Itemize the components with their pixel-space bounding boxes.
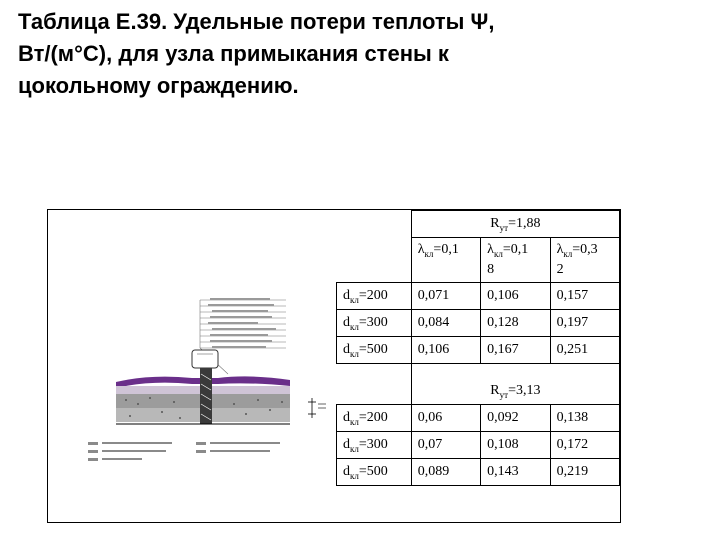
d-label: $d_{кл}=500$ [337, 337, 412, 364]
r-header-row-1 [337, 211, 620, 238]
wall-junction-drawing [50, 214, 332, 520]
value-cell: 0,084 [411, 310, 480, 337]
value-cell: 0,07 [411, 432, 480, 459]
d-label: $d_{кл}=200$ [337, 283, 412, 310]
lambda-col-3: $\lambda_{кл}=0,3$ 2 [550, 238, 619, 283]
value-cell: 0,106 [481, 283, 550, 310]
table-row [337, 283, 620, 310]
table-row [337, 459, 620, 486]
page-title [18, 6, 708, 102]
value-cell: 0,251 [550, 337, 619, 364]
lambda-header-row [337, 238, 620, 283]
table-row [337, 405, 620, 432]
title-line-1: Таблица Е.39. Удельные потери теплоты Ψ, [18, 9, 495, 34]
value-cell: 0,167 [481, 337, 550, 364]
value-cell: 0,157 [550, 283, 619, 310]
value-cell: 0,092 [481, 405, 550, 432]
heat-loss-table [336, 210, 620, 486]
d-label: $d_{кл}=300$ [337, 432, 412, 459]
value-cell: 0,071 [411, 283, 480, 310]
value-cell: 0,172 [550, 432, 619, 459]
value-cell: 0,108 [481, 432, 550, 459]
d-label: $d_{кл}=500$ [337, 459, 412, 486]
value-cell: 0,138 [550, 405, 619, 432]
title-line-2: Вт/(м°С), для узла примыкания стены к [18, 41, 449, 66]
value-cell: 0,219 [550, 459, 619, 486]
value-cell: 0,197 [550, 310, 619, 337]
table-row [337, 432, 620, 459]
value-cell: 0,06 [411, 405, 480, 432]
value-cell: 0,128 [481, 310, 550, 337]
value-cell: 0,089 [411, 459, 480, 486]
lambda-col-2: $\lambda_{кл}=0,1$ 8 [481, 238, 550, 283]
table-row [337, 310, 620, 337]
lambda-col-1: $\lambda_{кл}=0,1$ [411, 238, 480, 283]
table-row [337, 337, 620, 364]
r-header-row-2 [337, 364, 620, 405]
value-cell: 0,143 [481, 459, 550, 486]
d-label: $d_{кл}=300$ [337, 310, 412, 337]
r-header: $R_{ут}=3,13$ [411, 364, 619, 405]
d-label: $d_{кл}=200$ [337, 405, 412, 432]
r-header: $R_{ут}=1,88$ [411, 211, 619, 238]
title-line-3: цокольному ограждению. [18, 73, 299, 98]
value-cell: 0,106 [411, 337, 480, 364]
